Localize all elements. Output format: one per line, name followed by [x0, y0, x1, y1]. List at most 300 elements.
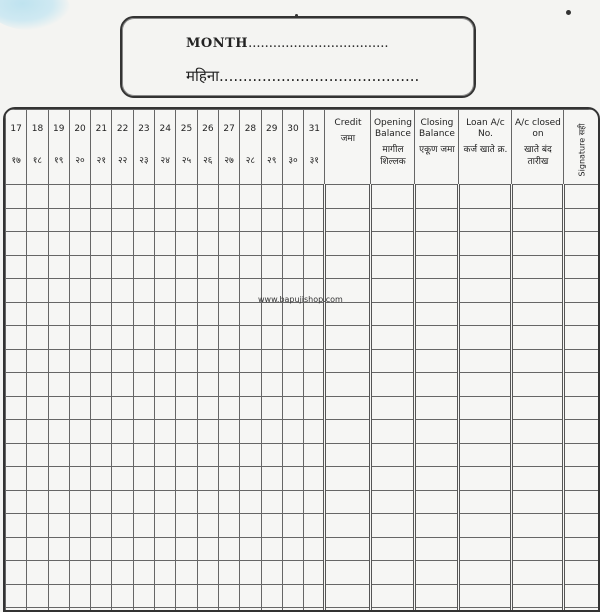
ledger-cell[interactable]	[304, 396, 325, 420]
ledger-cell[interactable]	[512, 302, 564, 326]
ledger-cell[interactable]	[564, 490, 600, 514]
ledger-cell[interactable]	[218, 420, 239, 444]
ledger-cell[interactable]	[261, 467, 282, 491]
ledger-cell[interactable]	[415, 443, 459, 467]
ledger-cell[interactable]	[155, 514, 176, 538]
ledger-cell[interactable]	[459, 208, 512, 232]
ledger-cell[interactable]	[91, 208, 112, 232]
ledger-cell[interactable]	[564, 349, 600, 373]
ledger-cell[interactable]	[240, 232, 261, 256]
ledger-cell[interactable]	[48, 490, 69, 514]
ledger-cell[interactable]	[6, 302, 27, 326]
ledger-cell[interactable]	[218, 302, 239, 326]
ledger-cell[interactable]	[69, 608, 90, 612]
ledger-cell[interactable]	[27, 349, 48, 373]
ledger-cell[interactable]	[176, 326, 197, 350]
ledger-cell[interactable]	[240, 514, 261, 538]
ledger-cell[interactable]	[415, 584, 459, 608]
ledger-cell[interactable]	[6, 537, 27, 561]
ledger-cell[interactable]	[459, 326, 512, 350]
ledger-cell[interactable]	[112, 208, 133, 232]
ledger-cell[interactable]	[48, 185, 69, 209]
ledger-cell[interactable]	[218, 514, 239, 538]
ledger-cell[interactable]	[48, 349, 69, 373]
ledger-cell[interactable]	[91, 514, 112, 538]
ledger-cell[interactable]	[325, 373, 371, 397]
ledger-cell[interactable]	[6, 467, 27, 491]
ledger-cell[interactable]	[304, 443, 325, 467]
ledger-cell[interactable]	[91, 584, 112, 608]
ledger-cell[interactable]	[155, 232, 176, 256]
ledger-cell[interactable]	[371, 443, 415, 467]
ledger-cell[interactable]	[133, 373, 154, 397]
ledger-cell[interactable]	[282, 561, 303, 585]
ledger-cell[interactable]	[261, 420, 282, 444]
ledger-cell[interactable]	[155, 537, 176, 561]
ledger-cell[interactable]	[112, 373, 133, 397]
ledger-cell[interactable]	[325, 208, 371, 232]
ledger-cell[interactable]	[240, 373, 261, 397]
ledger-cell[interactable]	[371, 608, 415, 612]
ledger-cell[interactable]	[112, 349, 133, 373]
ledger-cell[interactable]	[512, 608, 564, 612]
ledger-cell[interactable]	[6, 514, 27, 538]
ledger-cell[interactable]	[371, 279, 415, 303]
ledger-cell[interactable]	[218, 208, 239, 232]
ledger-cell[interactable]	[6, 255, 27, 279]
ledger-cell[interactable]	[325, 584, 371, 608]
ledger-cell[interactable]	[6, 443, 27, 467]
ledger-cell[interactable]	[176, 608, 197, 612]
ledger-cell[interactable]	[371, 208, 415, 232]
ledger-cell[interactable]	[459, 561, 512, 585]
ledger-cell[interactable]	[176, 279, 197, 303]
ledger-cell[interactable]	[371, 514, 415, 538]
ledger-cell[interactable]	[91, 326, 112, 350]
ledger-cell[interactable]	[325, 232, 371, 256]
ledger-cell[interactable]	[112, 490, 133, 514]
ledger-cell[interactable]	[304, 608, 325, 612]
ledger-cell[interactable]	[155, 302, 176, 326]
ledger-cell[interactable]	[218, 255, 239, 279]
ledger-cell[interactable]	[415, 608, 459, 612]
ledger-cell[interactable]	[415, 537, 459, 561]
ledger-cell[interactable]	[564, 208, 600, 232]
ledger-cell[interactable]	[415, 326, 459, 350]
ledger-cell[interactable]	[512, 279, 564, 303]
ledger-cell[interactable]	[240, 255, 261, 279]
ledger-cell[interactable]	[304, 326, 325, 350]
ledger-cell[interactable]	[155, 349, 176, 373]
ledger-cell[interactable]	[48, 561, 69, 585]
ledger-cell[interactable]	[155, 420, 176, 444]
ledger-cell[interactable]	[564, 467, 600, 491]
ledger-cell[interactable]	[112, 279, 133, 303]
ledger-cell[interactable]	[197, 443, 218, 467]
ledger-cell[interactable]	[6, 279, 27, 303]
ledger-cell[interactable]	[282, 467, 303, 491]
ledger-cell[interactable]	[240, 561, 261, 585]
ledger-cell[interactable]	[282, 326, 303, 350]
ledger-cell[interactable]	[261, 326, 282, 350]
ledger-cell[interactable]	[304, 584, 325, 608]
ledger-cell[interactable]	[112, 561, 133, 585]
ledger-cell[interactable]	[325, 514, 371, 538]
ledger-cell[interactable]	[197, 490, 218, 514]
ledger-cell[interactable]	[415, 232, 459, 256]
ledger-cell[interactable]	[240, 396, 261, 420]
ledger-cell[interactable]	[27, 396, 48, 420]
ledger-cell[interactable]	[155, 396, 176, 420]
ledger-cell[interactable]	[197, 373, 218, 397]
ledger-cell[interactable]	[197, 302, 218, 326]
ledger-cell[interactable]	[69, 490, 90, 514]
ledger-cell[interactable]	[197, 232, 218, 256]
ledger-cell[interactable]	[325, 490, 371, 514]
ledger-cell[interactable]	[91, 396, 112, 420]
ledger-cell[interactable]	[564, 185, 600, 209]
ledger-cell[interactable]	[512, 537, 564, 561]
ledger-cell[interactable]	[133, 255, 154, 279]
ledger-cell[interactable]	[218, 185, 239, 209]
ledger-cell[interactable]	[155, 255, 176, 279]
ledger-cell[interactable]	[564, 255, 600, 279]
ledger-cell[interactable]	[91, 561, 112, 585]
ledger-cell[interactable]	[91, 373, 112, 397]
ledger-cell[interactable]	[325, 537, 371, 561]
ledger-cell[interactable]	[155, 326, 176, 350]
ledger-cell[interactable]	[512, 561, 564, 585]
ledger-cell[interactable]	[325, 326, 371, 350]
ledger-cell[interactable]	[564, 443, 600, 467]
ledger-cell[interactable]	[91, 302, 112, 326]
ledger-cell[interactable]	[371, 467, 415, 491]
ledger-cell[interactable]	[155, 208, 176, 232]
ledger-cell[interactable]	[176, 561, 197, 585]
ledger-cell[interactable]	[27, 490, 48, 514]
ledger-cell[interactable]	[27, 420, 48, 444]
ledger-cell[interactable]	[112, 584, 133, 608]
ledger-cell[interactable]	[415, 490, 459, 514]
ledger-cell[interactable]	[512, 420, 564, 444]
ledger-cell[interactable]	[176, 232, 197, 256]
ledger-cell[interactable]	[240, 467, 261, 491]
ledger-cell[interactable]	[459, 420, 512, 444]
ledger-cell[interactable]	[6, 326, 27, 350]
ledger-cell[interactable]	[91, 490, 112, 514]
ledger-cell[interactable]	[218, 326, 239, 350]
ledger-cell[interactable]	[112, 396, 133, 420]
ledger-cell[interactable]	[304, 490, 325, 514]
ledger-cell[interactable]	[155, 279, 176, 303]
ledger-cell[interactable]	[133, 420, 154, 444]
ledger-cell[interactable]	[91, 467, 112, 491]
ledger-cell[interactable]	[512, 396, 564, 420]
ledger-cell[interactable]	[282, 232, 303, 256]
ledger-cell[interactable]	[197, 514, 218, 538]
ledger-cell[interactable]	[112, 302, 133, 326]
ledger-cell[interactable]	[48, 396, 69, 420]
ledger-cell[interactable]	[27, 232, 48, 256]
ledger-cell[interactable]	[304, 302, 325, 326]
ledger-cell[interactable]	[512, 232, 564, 256]
ledger-cell[interactable]	[459, 232, 512, 256]
ledger-cell[interactable]	[112, 326, 133, 350]
ledger-cell[interactable]	[261, 349, 282, 373]
ledger-cell[interactable]	[69, 232, 90, 256]
ledger-cell[interactable]	[48, 467, 69, 491]
ledger-cell[interactable]	[261, 232, 282, 256]
ledger-cell[interactable]	[459, 255, 512, 279]
ledger-cell[interactable]	[112, 537, 133, 561]
ledger-cell[interactable]	[155, 584, 176, 608]
ledger-cell[interactable]	[91, 420, 112, 444]
ledger-cell[interactable]	[48, 373, 69, 397]
ledger-cell[interactable]	[27, 467, 48, 491]
ledger-cell[interactable]	[176, 514, 197, 538]
ledger-cell[interactable]	[512, 490, 564, 514]
ledger-cell[interactable]	[91, 232, 112, 256]
ledger-cell[interactable]	[69, 396, 90, 420]
ledger-cell[interactable]	[240, 490, 261, 514]
ledger-cell[interactable]	[48, 420, 69, 444]
ledger-cell[interactable]	[48, 208, 69, 232]
ledger-cell[interactable]	[564, 302, 600, 326]
ledger-cell[interactable]	[459, 373, 512, 397]
ledger-cell[interactable]	[133, 608, 154, 612]
ledger-cell[interactable]	[261, 561, 282, 585]
ledger-cell[interactable]	[197, 396, 218, 420]
ledger-cell[interactable]	[512, 514, 564, 538]
ledger-cell[interactable]	[325, 561, 371, 585]
ledger-cell[interactable]	[176, 373, 197, 397]
ledger-cell[interactable]	[218, 349, 239, 373]
ledger-cell[interactable]	[133, 396, 154, 420]
ledger-cell[interactable]	[459, 584, 512, 608]
ledger-cell[interactable]	[512, 255, 564, 279]
ledger-cell[interactable]	[218, 608, 239, 612]
ledger-cell[interactable]	[27, 373, 48, 397]
ledger-cell[interactable]	[69, 185, 90, 209]
ledger-cell[interactable]	[325, 302, 371, 326]
ledger-cell[interactable]	[282, 255, 303, 279]
ledger-cell[interactable]	[261, 514, 282, 538]
ledger-cell[interactable]	[325, 608, 371, 612]
ledger-cell[interactable]	[27, 584, 48, 608]
ledger-cell[interactable]	[304, 467, 325, 491]
ledger-cell[interactable]	[69, 255, 90, 279]
ledger-cell[interactable]	[282, 302, 303, 326]
ledger-cell[interactable]	[48, 279, 69, 303]
ledger-cell[interactable]	[564, 326, 600, 350]
ledger-cell[interactable]	[91, 608, 112, 612]
ledger-cell[interactable]	[197, 326, 218, 350]
ledger-cell[interactable]	[564, 608, 600, 612]
ledger-cell[interactable]	[282, 420, 303, 444]
ledger-cell[interactable]	[133, 185, 154, 209]
ledger-cell[interactable]	[459, 302, 512, 326]
ledger-cell[interactable]	[415, 279, 459, 303]
ledger-cell[interactable]	[27, 208, 48, 232]
ledger-cell[interactable]	[325, 396, 371, 420]
ledger-cell[interactable]	[282, 608, 303, 612]
ledger-cell[interactable]	[27, 537, 48, 561]
ledger-cell[interactable]	[459, 396, 512, 420]
ledger-cell[interactable]	[133, 467, 154, 491]
ledger-cell[interactable]	[155, 608, 176, 612]
ledger-cell[interactable]	[304, 185, 325, 209]
ledger-cell[interactable]	[282, 584, 303, 608]
ledger-cell[interactable]	[133, 537, 154, 561]
ledger-cell[interactable]	[27, 185, 48, 209]
ledger-cell[interactable]	[69, 537, 90, 561]
ledger-cell[interactable]	[6, 420, 27, 444]
ledger-cell[interactable]	[261, 302, 282, 326]
ledger-cell[interactable]	[69, 467, 90, 491]
ledger-cell[interactable]	[218, 279, 239, 303]
ledger-cell[interactable]	[112, 232, 133, 256]
ledger-cell[interactable]	[459, 279, 512, 303]
ledger-cell[interactable]	[415, 396, 459, 420]
ledger-cell[interactable]	[176, 584, 197, 608]
ledger-cell[interactable]	[240, 420, 261, 444]
ledger-cell[interactable]	[240, 584, 261, 608]
ledger-cell[interactable]	[304, 255, 325, 279]
ledger-cell[interactable]	[459, 608, 512, 612]
ledger-cell[interactable]	[218, 396, 239, 420]
ledger-cell[interactable]	[325, 443, 371, 467]
ledger-cell[interactable]	[91, 537, 112, 561]
ledger-cell[interactable]	[415, 349, 459, 373]
ledger-cell[interactable]	[261, 255, 282, 279]
ledger-cell[interactable]	[415, 420, 459, 444]
ledger-cell[interactable]	[261, 490, 282, 514]
ledger-cell[interactable]	[218, 232, 239, 256]
ledger-cell[interactable]	[261, 396, 282, 420]
ledger-cell[interactable]	[304, 514, 325, 538]
ledger-cell[interactable]	[155, 467, 176, 491]
ledger-cell[interactable]	[218, 490, 239, 514]
ledger-cell[interactable]	[564, 514, 600, 538]
ledger-cell[interactable]	[6, 208, 27, 232]
ledger-cell[interactable]	[282, 349, 303, 373]
ledger-cell[interactable]	[282, 208, 303, 232]
ledger-cell[interactable]	[133, 279, 154, 303]
ledger-cell[interactable]	[240, 537, 261, 561]
ledger-cell[interactable]	[304, 232, 325, 256]
ledger-cell[interactable]	[176, 349, 197, 373]
ledger-cell[interactable]	[459, 443, 512, 467]
ledger-cell[interactable]	[304, 561, 325, 585]
ledger-cell[interactable]	[27, 443, 48, 467]
ledger-cell[interactable]	[133, 490, 154, 514]
ledger-cell[interactable]	[91, 443, 112, 467]
ledger-cell[interactable]	[261, 208, 282, 232]
ledger-cell[interactable]	[218, 443, 239, 467]
ledger-cell[interactable]	[371, 373, 415, 397]
ledger-cell[interactable]	[133, 349, 154, 373]
ledger-cell[interactable]	[218, 467, 239, 491]
ledger-cell[interactable]	[6, 608, 27, 612]
ledger-cell[interactable]	[176, 185, 197, 209]
ledger-cell[interactable]	[564, 279, 600, 303]
ledger-cell[interactable]	[371, 537, 415, 561]
ledger-cell[interactable]	[240, 608, 261, 612]
ledger-cell[interactable]	[304, 208, 325, 232]
ledger-cell[interactable]	[69, 443, 90, 467]
ledger-cell[interactable]	[27, 279, 48, 303]
ledger-cell[interactable]	[564, 537, 600, 561]
ledger-cell[interactable]	[371, 326, 415, 350]
ledger-cell[interactable]	[91, 279, 112, 303]
ledger-cell[interactable]	[415, 373, 459, 397]
ledger-cell[interactable]	[6, 584, 27, 608]
ledger-cell[interactable]	[197, 185, 218, 209]
ledger-cell[interactable]	[371, 232, 415, 256]
ledger-cell[interactable]	[240, 302, 261, 326]
ledger-cell[interactable]	[282, 396, 303, 420]
ledger-cell[interactable]	[48, 255, 69, 279]
ledger-cell[interactable]	[261, 608, 282, 612]
ledger-cell[interactable]	[564, 420, 600, 444]
ledger-cell[interactable]	[91, 185, 112, 209]
ledger-cell[interactable]	[176, 537, 197, 561]
ledger-cell[interactable]	[197, 279, 218, 303]
ledger-cell[interactable]	[48, 584, 69, 608]
ledger-cell[interactable]	[218, 373, 239, 397]
ledger-cell[interactable]	[261, 443, 282, 467]
ledger-cell[interactable]	[27, 255, 48, 279]
ledger-cell[interactable]	[564, 232, 600, 256]
ledger-cell[interactable]	[133, 561, 154, 585]
ledger-cell[interactable]	[512, 584, 564, 608]
ledger-cell[interactable]	[371, 302, 415, 326]
ledger-cell[interactable]	[459, 514, 512, 538]
ledger-cell[interactable]	[155, 561, 176, 585]
ledger-cell[interactable]	[371, 255, 415, 279]
ledger-cell[interactable]	[48, 326, 69, 350]
ledger-cell[interactable]	[133, 326, 154, 350]
ledger-cell[interactable]	[371, 420, 415, 444]
ledger-cell[interactable]	[133, 208, 154, 232]
ledger-cell[interactable]	[282, 443, 303, 467]
ledger-cell[interactable]	[261, 185, 282, 209]
ledger-cell[interactable]	[133, 514, 154, 538]
ledger-cell[interactable]	[176, 208, 197, 232]
ledger-cell[interactable]	[282, 514, 303, 538]
ledger-cell[interactable]	[176, 443, 197, 467]
ledger-cell[interactable]	[240, 349, 261, 373]
ledger-cell[interactable]	[91, 255, 112, 279]
ledger-cell[interactable]	[69, 326, 90, 350]
ledger-cell[interactable]	[112, 443, 133, 467]
ledger-cell[interactable]	[325, 185, 371, 209]
ledger-cell[interactable]	[176, 467, 197, 491]
ledger-cell[interactable]	[133, 302, 154, 326]
ledger-cell[interactable]	[415, 185, 459, 209]
ledger-cell[interactable]	[325, 349, 371, 373]
ledger-cell[interactable]	[197, 561, 218, 585]
ledger-cell[interactable]	[459, 537, 512, 561]
ledger-cell[interactable]	[69, 584, 90, 608]
ledger-cell[interactable]	[371, 561, 415, 585]
ledger-cell[interactable]	[512, 208, 564, 232]
ledger-cell[interactable]	[240, 208, 261, 232]
ledger-cell[interactable]	[176, 255, 197, 279]
ledger-cell[interactable]	[218, 584, 239, 608]
ledger-cell[interactable]	[155, 443, 176, 467]
ledger-cell[interactable]	[304, 537, 325, 561]
